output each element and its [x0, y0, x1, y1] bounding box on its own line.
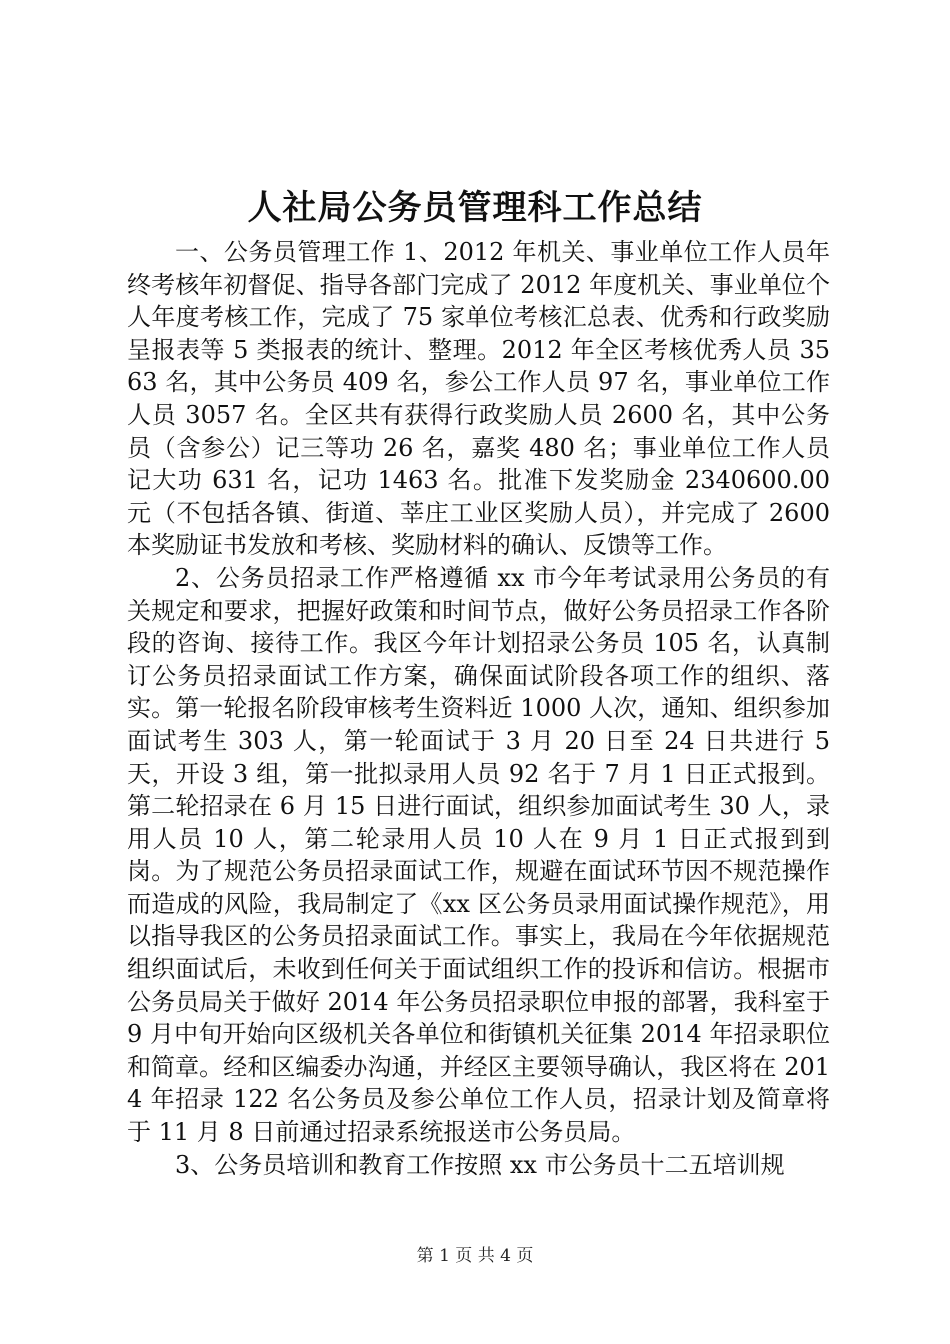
page-footer: 第 1 页 共 4 页 — [416, 1246, 534, 1266]
document-body — [127, 236, 830, 1181]
paragraph-recruitment: 2、公务员招录工作严格遵循 xx 市今年考试录用公务员的有关规定和要求，把握好政策和时间节点，做好公务员招录工作各阶段的咨询、接待工作。我区今年计划招录公务员 105 名，认真制订公务员招录面试工作方案，确保面试阶段各项工作的组织、落实。第一轮报名阶段审核考生资料近 1000 人次，通知、组织参加面试考生 303 人，第一轮面试于 3 月 20 日至 24 日共进行 5 天，开设 3 组，第一批拟录用人员 92 名于 7 月 1 日正式报到。第二轮招录在 6 月 15 日进行面试，组织参加面试考生 30 人，录用人员 10 人，第二轮录用人员 10 人在 9 月 1 日正式报到到岗。为了规范公务员招录面试工作，规避在面试环节因不规范操作而造成的风险，我局制定了《xx 区公务员录用面试操作规范》，用以指导我区的公务员招录面试工作。事实上，我局在今年依据规范组织面试后，未收到任何关于面试组织工作的投诉和信访。根据市公务员局关于做好 2014 年公务员招录职位申报的部署，我科室于 9 月中旬开始向区级机关各单位和街镇机关征集 2014 年招录职位和简章。经和区编委办沟通，并经区主要领导确认，我区将在 2014 年招录 122 名公务员及参公单位工作人员，招录计划及简章将于 11 月 8 日前通过招录系统报送市公务员局。 — [127, 563, 830, 1147]
paragraph-training: 3、公务员培训和教育工作按照 xx 市公务员十二五培训规 — [175, 1150, 785, 1179]
paragraph-civil-servant-management: 一、公务员管理工作 1、2012 年机关、事业单位工作人员年终考核年初督促、指导各部门完成了 2012 年度机关、事业单位个人年度考核工作，完成了 75 家单位考核汇总表、优秀和行政奖励呈报表等 5 类报表的统计、整理。2012 年全区考核优秀人员 3563 名，其中公务员 409 名，参公工作人员 97 名，事业单位工作人员 3057 名。全区共有获得行政奖励人员 2600 名，其中公务员（含参公）记三等功 26 名，嘉奖 480 名；事业单位工作人员记大功 631 名，记功 1463 名。批准下发奖励金 2340600.00 元（不包括各镇、街道、莘庄工业区奖励人员），并完成了 2600 本奖励证书发放和考核、奖励材料的确认、反馈等工作。 — [127, 238, 830, 560]
document-title: 人社局公务员管理科工作总结 — [247, 188, 703, 228]
